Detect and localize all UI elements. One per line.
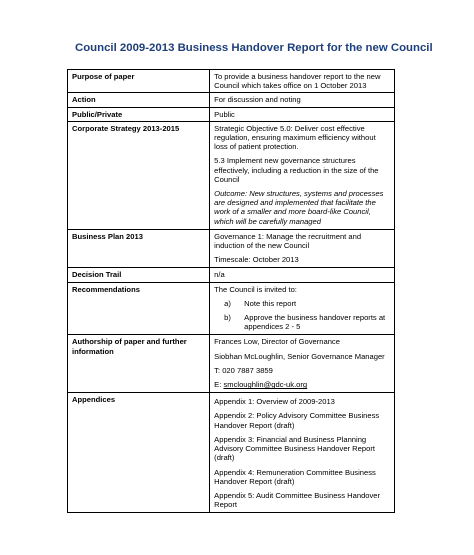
row-label-decision-trail: Decision Trail (68, 268, 210, 282)
row-value-authorship (210, 335, 395, 393)
row-label-purpose: Purpose of paper (68, 70, 210, 93)
table-row (68, 268, 395, 282)
table-row (68, 282, 395, 335)
author-email-line (214, 380, 390, 389)
row-value-appendices (210, 393, 395, 513)
appendix-item: Appendix 2: Policy Advisory Committee Business Handover Report (draft) (214, 411, 380, 430)
appendix-item: Appendix 1: Overview of 2009-2013 (214, 397, 335, 407)
document-title: Council 2009-2013 Business Handover Report for the new Council (75, 42, 433, 54)
author-manager: Siobhan McLoughlin, Senior Governance Manager (214, 351, 385, 361)
row-label-corporate-strategy: Corporate Strategy 2013-2015 (68, 121, 210, 229)
row-label-recommendations: Recommendations (68, 282, 210, 335)
appendix-item: Appendix 3: Financial and Business Planning Advisory Committee Business Handover Report (draft) (214, 434, 375, 463)
strategy-objective: Strategic Objective 5.0: Deliver cost effective regulation, ensuring maximum efficiency without loss of patient protection. (214, 123, 376, 152)
row-value-decision-trail: n/a (210, 268, 395, 282)
strategy-outcome: Outcome: New structures, systems and processes are designed and implemented that facilitate the work of a smaller and more board-like Council, which will be carefully managed (214, 189, 384, 226)
row-label-authorship: Authorship of paper and further information (68, 335, 210, 393)
recommendation-item (214, 299, 390, 308)
recommendation-key: b) (224, 313, 231, 323)
table-row (68, 121, 395, 229)
row-value-action: For discussion and noting (210, 93, 395, 107)
table-row (68, 93, 395, 107)
cover-sheet-table (67, 69, 395, 513)
row-label-appendices: Appendices (68, 393, 210, 513)
row-value-purpose: To provide a business handover report to the new Council which takes office on 1 October 2013 (210, 70, 395, 93)
row-value-business-plan (210, 229, 395, 268)
recommendation-key: a) (224, 298, 231, 308)
recommendation-text: Note this report (244, 298, 297, 308)
email-prefix: E: (214, 380, 224, 390)
strategy-item: 5.3 Implement new governance structures effectively, including a reduction in the size of the Council (214, 156, 379, 184)
recommendation-text: Approve the business handover reports at appendices 2 - 5 (244, 313, 386, 332)
row-value-recommendations (210, 282, 395, 335)
recommendations-intro: The Council is invited to: (214, 284, 297, 294)
row-label-business-plan: Business Plan 2013 (68, 229, 210, 268)
row-label-action: Action (68, 93, 210, 107)
table-row (68, 107, 395, 121)
table-row (68, 229, 395, 268)
table-row (68, 70, 395, 93)
plan-governance: Governance 1: Manage the recruitment and induction of the new Council (214, 231, 362, 251)
recommendation-item (214, 313, 390, 331)
email-link[interactable]: smcloughlin@gdc-uk.org (223, 380, 308, 390)
row-value-public-private: Public (210, 107, 395, 121)
appendix-item: Appendix 5: Audit Committee Business Handover Report (214, 490, 381, 510)
row-label-public-private: Public/Private (68, 107, 210, 121)
table-row (68, 335, 395, 393)
row-value-corporate-strategy (210, 121, 395, 229)
author-director: Frances Low, Director of Governance (214, 337, 340, 347)
appendix-item: Appendix 4: Remuneration Committee Business Handover Report (draft) (214, 467, 376, 486)
plan-timescale: Timescale: October 2013 (214, 255, 299, 265)
table-row (68, 393, 395, 513)
author-phone: T: 020 7887 3859 (214, 365, 273, 375)
